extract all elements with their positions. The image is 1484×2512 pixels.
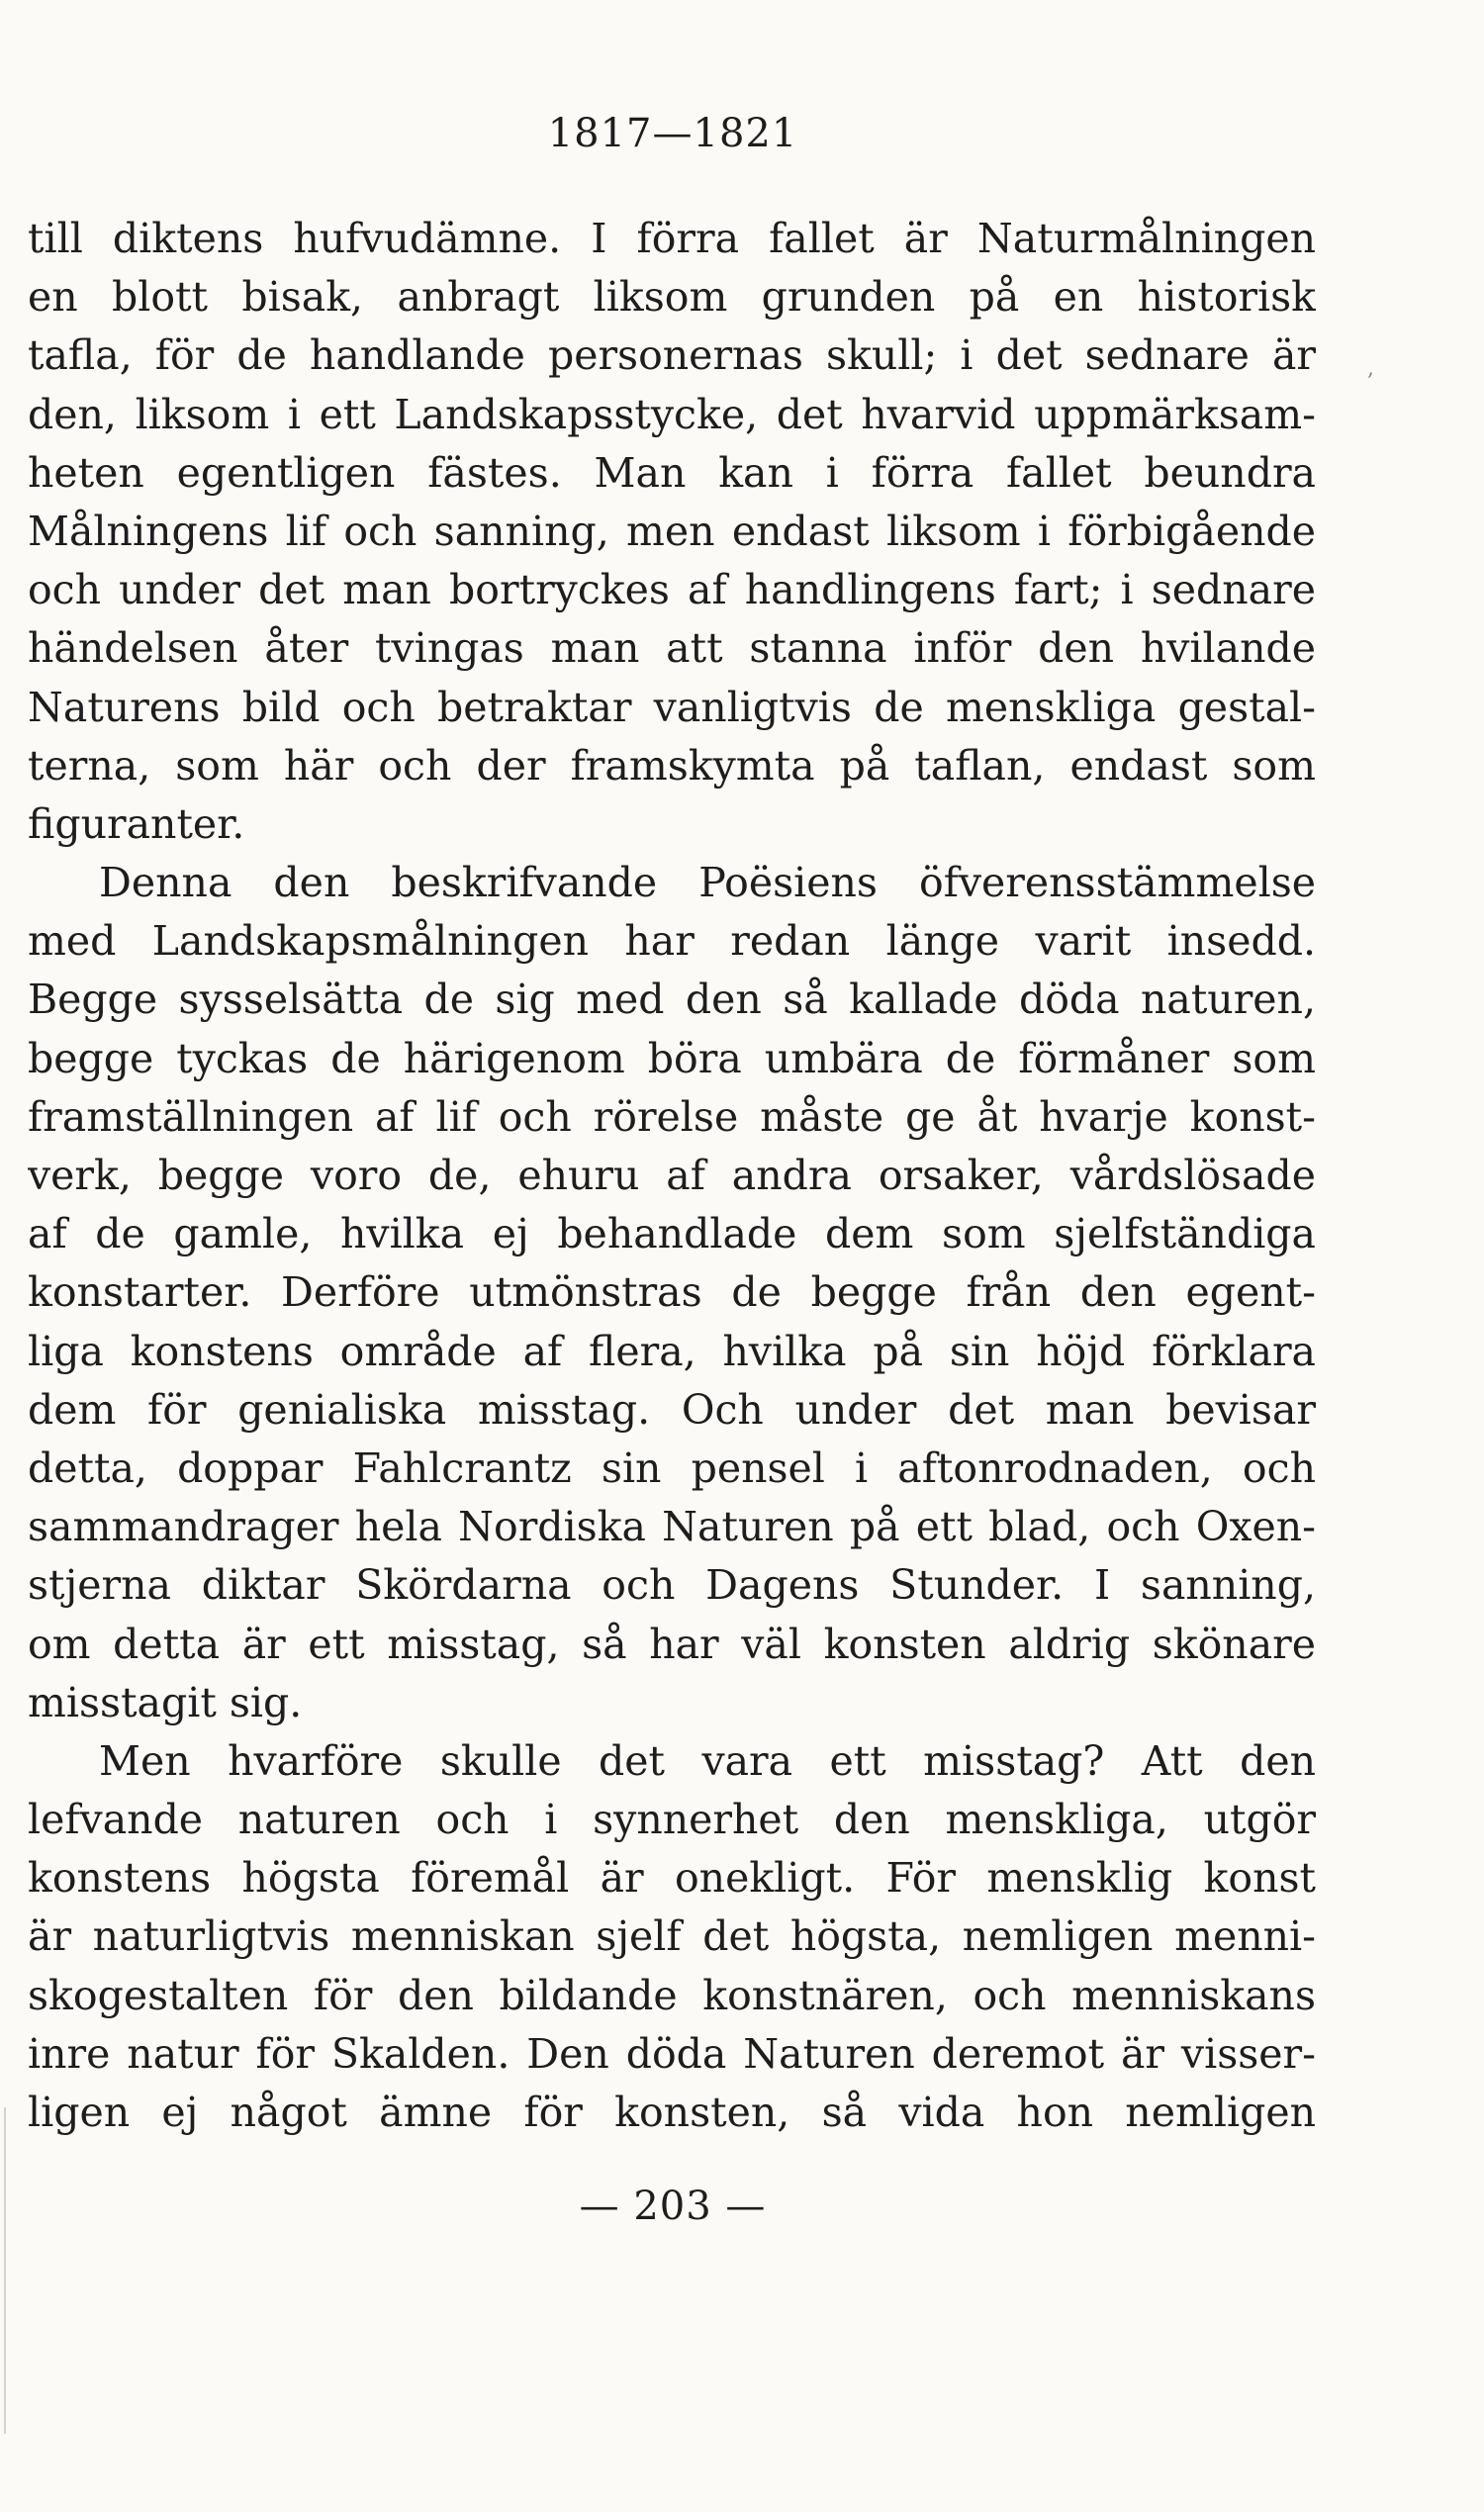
running-header: 1817—1821 <box>547 111 798 156</box>
text-line: till diktens hufvudämne. I förra fallet är Naturmålningen <box>28 215 1316 262</box>
text-line: liga konstens område af flera, hvilka på sin höjd förklara <box>28 1327 1316 1375</box>
text-line: om detta är ett misstag, så har väl konsten aldrig skönare <box>28 1620 1316 1668</box>
text-line: terna, som här och der framskymta på taflan, endast som <box>28 741 1316 790</box>
margin-mark: , <box>1367 356 1374 381</box>
text-line: är naturligtvis menniskan sjelf det högsta, nemligen menni- <box>28 1912 1316 1961</box>
text-line: Men hvarföre skulle det vara ett misstag? Att den <box>99 1736 1316 1785</box>
text-line: händelsen åter tvingas man att stanna inför den hvilande <box>28 624 1316 673</box>
text-line: konstarter. Derföre utmönstras de begge från den egent- <box>28 1268 1316 1317</box>
text-line: verk, begge voro de, ehuru af andra orsaker, vårdslösade <box>28 1152 1316 1199</box>
text-line: Naturens bild och betraktar vanligtvis de menskliga gestal- <box>28 683 1316 731</box>
text-line: af de gamle, hvilka ej behandlade dem som sjelfständiga <box>28 1210 1316 1258</box>
text-line: begge tyckas de härigenom böra umbära de förmåner som <box>28 1034 1316 1082</box>
text-line: tafla, för de handlande personernas skull; i det sednare är <box>28 331 1316 380</box>
text-line: misstagit sig. <box>28 1678 303 1726</box>
page-number: — 203 — <box>579 2184 767 2229</box>
text-line: dem för genialiska misstag. Och under det man bevisar <box>28 1385 1316 1434</box>
text-line: Denna den beskrifvande Poësiens öfverensstämmelse <box>99 859 1316 907</box>
text-line: sammandrager hela Nordiska Naturen på ett blad, och Oxen- <box>28 1503 1316 1551</box>
text-line: Målningens lif och sanning, men endast liksom i förbigående <box>28 507 1316 555</box>
text-line: framställningen af lif och rörelse måste ge åt hvarje konst- <box>28 1092 1316 1141</box>
text-line: Begge sysselsätta de sig med den så kallade döda naturen, <box>28 976 1316 1024</box>
text-line: inre natur för Skalden. Den döda Naturen deremot är visser- <box>28 2029 1316 2078</box>
text-line: skogestalten för den bildande konstnären, och menniskans <box>28 1971 1316 2019</box>
text-line: detta, doppar Fahlcrantz sin pensel i aftonrodnaden, och <box>28 1443 1316 1492</box>
text-line: lefvande naturen och i synnerhet den menskliga, utgör <box>28 1796 1316 1844</box>
text-line: heten egentligen fästes. Man kan i förra fallet beundra <box>28 448 1316 497</box>
page-edge-shadow <box>4 2107 6 2434</box>
text-line: konstens högsta föremål är onekligt. För mensklig konst <box>28 1854 1316 1903</box>
text-line: stjerna diktar Skördarna och Dagens Stunder. I sanning, <box>28 1561 1316 1610</box>
text-line: och under det man bortryckes af handlingens fart; i sednare <box>28 566 1316 614</box>
text-line: figuranter. <box>28 799 245 848</box>
text-line: ligen ej något ämne för konsten, så vida hon nemligen <box>28 2089 1316 2136</box>
text-line: med Landskapsmålningen har redan länge varit insedd. <box>28 917 1316 966</box>
text-line: den, liksom i ett Landskapsstycke, det hvarvid uppmärksam- <box>28 390 1316 438</box>
text-line: en blott bisak, anbragt liksom grunden på en historisk <box>28 273 1316 322</box>
body-text <box>28 210 1316 2142</box>
